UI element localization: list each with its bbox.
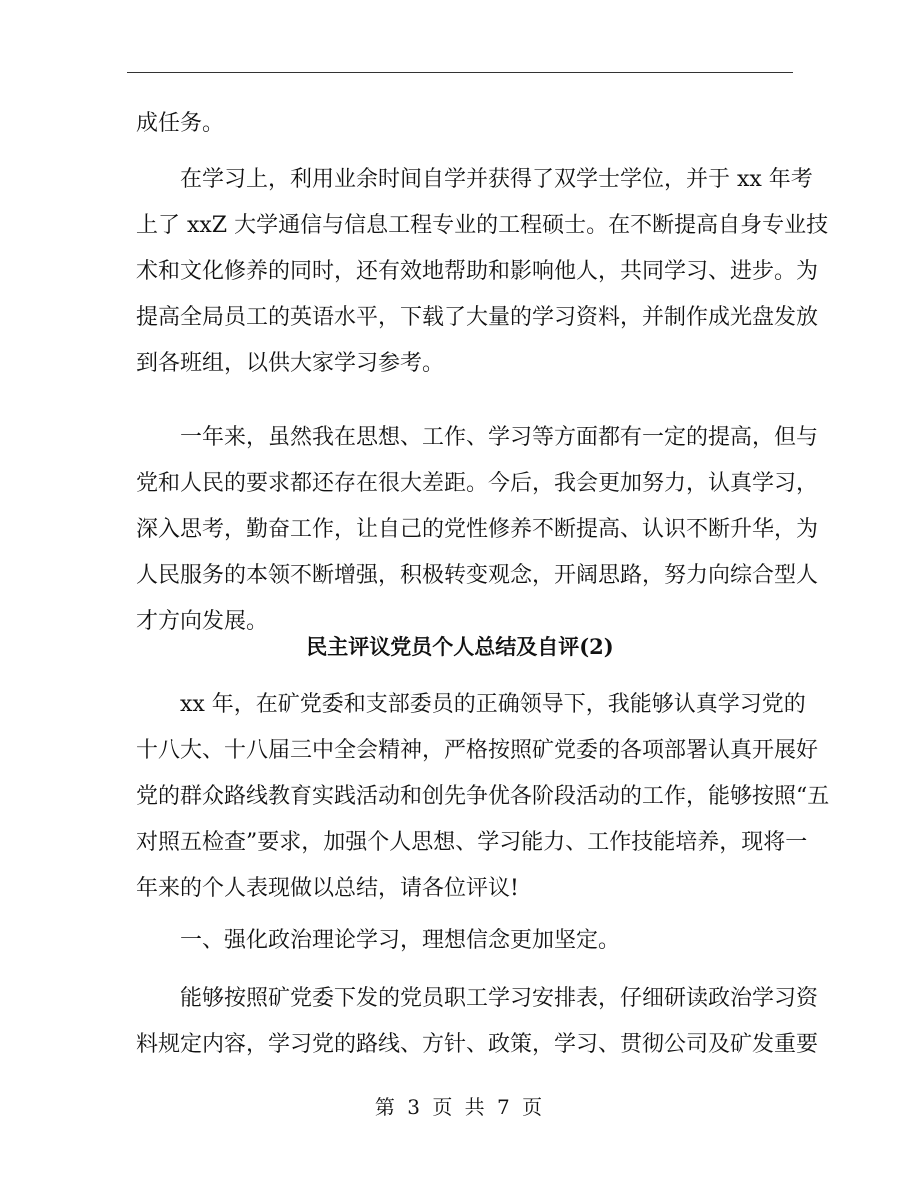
header-rule [127,72,793,73]
text-line: 深入思考，勤奋工作，让自己的党性修养不断提高、认识不断升华，为 [136,517,819,542]
text-line: 才方向发展。 [136,609,269,634]
text-line: 上了 xxZ 大学通信与信息工程专业的工程硕士。在不断提高自身专业技 [136,213,829,238]
text-line: 一年来，虽然我在思想、工作、学习等方面都有一定的提高，但与 [180,425,819,450]
text-line: xx 年，在矿党委和支部委员的正确领导下，我能够认真学习党的 [180,692,806,717]
text-line: 党和人民的要求都还存在很大差距。今后，我会更加努力，认真学习， [136,471,819,496]
text-line: 人民服务的本领不断增强，积极转变观念，开阔思路，努力向综合型人 [136,563,819,588]
text-line: 在学习上，利用业余时间自学并获得了双学士学位，并于 xx 年考 [180,167,813,192]
section-heading: 民主评议党员个人总结及自评(2) [306,634,614,659]
text-line: 到各班组，以供大家学习参考。 [136,351,445,376]
text-line: 术和文化修养的同时，还有效地帮助和影响他人，共同学习、进步。为 [136,259,819,284]
page-footer: 第 3 页 共 7 页 [374,1095,546,1119]
text-line: 年来的个人表现做以总结，请各位评议! [136,876,519,901]
text-line: 料规定内容，学习党的路线、方针、政策，学习、贯彻公司及矿发重要 [136,1032,819,1057]
text-line: 党的群众路线教育实践活动和创先争优各阶段活动的工作，能够按照“五 [136,784,830,809]
text-line: 成任务。 [136,111,225,136]
text-line: 能够按照矿党委下发的党员职工学习安排表，仔细研读政治学习资 [180,986,819,1011]
text-line: 十八大、十八届三中全会精神，严格按照矿党委的各项部署认真开展好 [136,738,819,763]
text-line: 对照五检查”要求，加强个人思想、学习能力、工作技能培养，现将一 [136,830,808,855]
text-line: 一、强化政治理论学习，理想信念更加坚定。 [180,928,621,953]
text-line: 提高全局员工的英语水平，下载了大量的学习资料，并制作成光盘发放 [136,305,819,330]
